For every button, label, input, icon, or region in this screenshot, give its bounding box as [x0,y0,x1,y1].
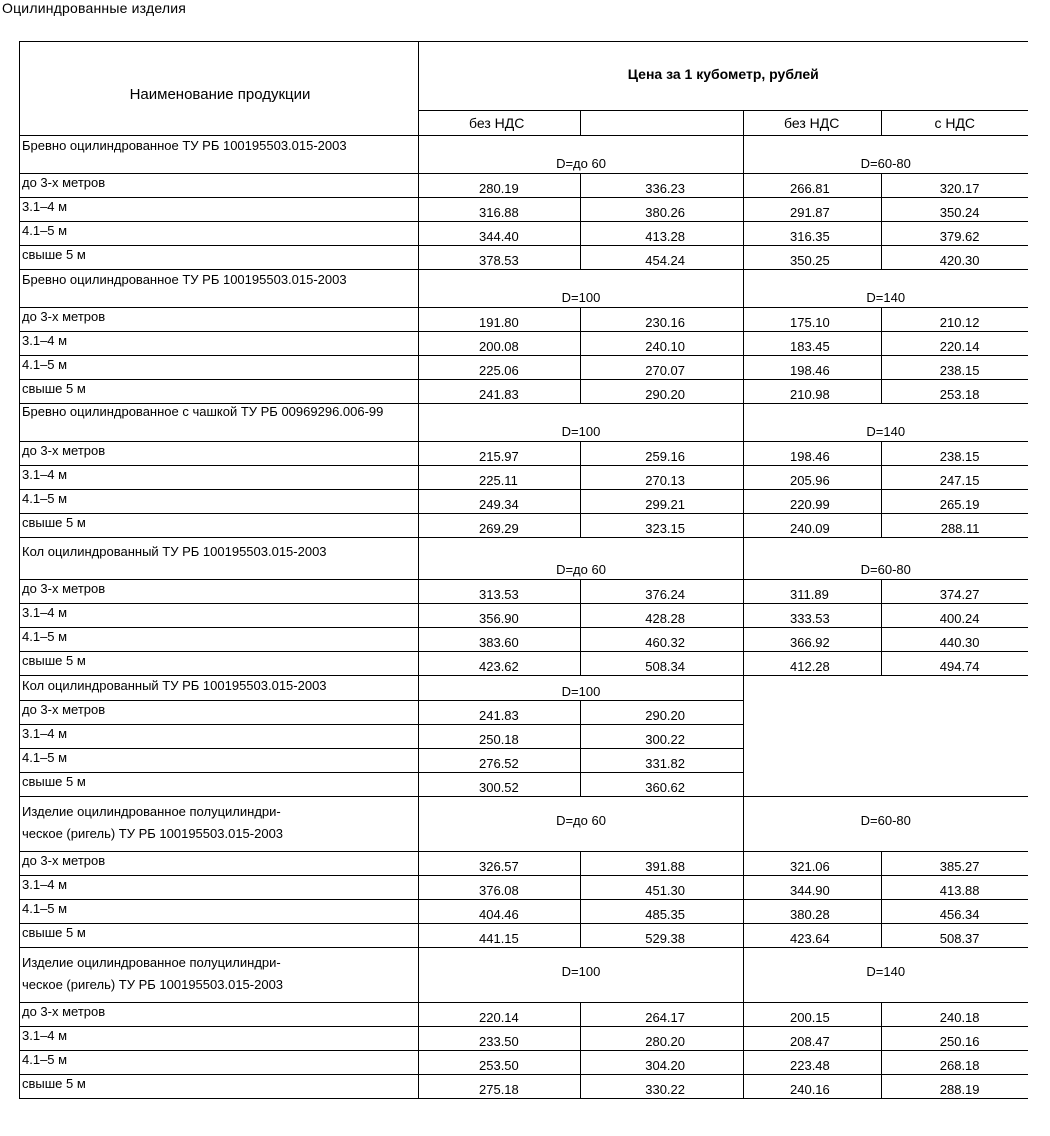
price-cell: 360.62 [581,773,744,797]
row-name: до 3-х метров [20,308,419,332]
price-cell: 350.25 [744,246,882,270]
row-name: до 3-х метров [20,580,419,604]
price-cell: 240.10 [581,332,744,356]
price-cell: 376.08 [419,876,581,900]
subheader-cell: без НДС [744,111,882,136]
table-row [20,332,1028,356]
price-cell: 420.30 [882,246,1028,270]
group-header-row [20,797,1028,852]
price-cell: 288.19 [882,1075,1028,1099]
price-cell: 198.46 [744,442,882,466]
document-title: Оцилиндрованные изделия [2,0,187,16]
price-cell: 485.35 [581,900,744,924]
price-cell: 275.18 [419,1075,581,1099]
group-header-row [20,948,1028,1003]
price-cell: 225.06 [419,356,581,380]
table-row [20,876,1028,900]
price-cell: 380.28 [744,900,882,924]
table-row [20,466,1028,490]
row-name: 4.1–5 м [20,490,419,514]
price-cell: 265.19 [882,490,1028,514]
price-cell: 210.12 [882,308,1028,332]
price-cell: 413.28 [581,222,744,246]
price-cell: 250.16 [882,1027,1028,1051]
row-name: 4.1–5 м [20,628,419,652]
price-cell: 238.15 [882,356,1028,380]
group-title: Бревно оцилиндрованное ТУ РБ 100195503.015-2003 [20,136,419,174]
price-cell: 291.87 [744,198,882,222]
row-name: 3.1–4 м [20,876,419,900]
row-name: 4.1–5 м [20,1051,419,1075]
subheader-cell: с НДС [882,111,1028,136]
price-cell: 428.28 [581,604,744,628]
group-title [20,797,419,852]
price-cell: 529.38 [581,924,744,948]
table-row [20,356,1028,380]
price-cell: 383.60 [419,628,581,652]
group-title: Бревно оцилиндрованное с чашкой ТУ РБ 00969296.006-99 [20,404,419,442]
price-cell: 240.09 [744,514,882,538]
price-cell: 320.17 [882,174,1028,198]
table-row [20,490,1028,514]
price-cell: 200.08 [419,332,581,356]
price-cell: 423.62 [419,652,581,676]
group-header-row [20,538,1028,580]
price-cell: 330.22 [581,1075,744,1099]
price-cell: 456.34 [882,900,1028,924]
price-cell: 316.88 [419,198,581,222]
row-name: 3.1–4 м [20,332,419,356]
price-cell: 326.57 [419,852,581,876]
price-cell: 230.16 [581,308,744,332]
table-row [20,198,1028,222]
row-name: свыше 5 м [20,773,419,797]
price-cell: 344.40 [419,222,581,246]
table-row [20,1051,1028,1075]
group-title-line: Изделие оцилиндрованное полуцилиндри- [22,955,281,970]
price-cell: 331.82 [581,749,744,773]
price-cell: 269.29 [419,514,581,538]
price-cell: 250.18 [419,725,581,749]
row-name: свыше 5 м [20,652,419,676]
group-title-line: ческое (ригель) ТУ РБ 100195503.015-2003 [22,826,284,841]
table-row [20,442,1028,466]
group-header-row [20,270,1028,308]
table-row [20,852,1028,876]
price-cell: 220.14 [882,332,1028,356]
price-table [19,41,1028,1099]
row-name: до 3-х метров [20,1003,419,1027]
table-row [20,628,1028,652]
table-row [20,1027,1028,1051]
diameter-label: D=60-80 [744,538,1028,580]
price-cell: 299.21 [581,490,744,514]
price-cell: 344.90 [744,876,882,900]
price-cell: 233.50 [419,1027,581,1051]
diameter-label: D=140 [744,948,1028,1003]
price-cell: 280.20 [581,1027,744,1051]
row-name: свыше 5 м [20,1075,419,1099]
price-cell: 264.17 [581,1003,744,1027]
product-name-header: Наименование продукции [20,42,419,136]
price-cell: 454.24 [581,246,744,270]
price-cell: 175.10 [744,308,882,332]
price-cell: 366.92 [744,628,882,652]
group-header-row [20,676,1028,701]
row-name: 4.1–5 м [20,356,419,380]
price-cell: 290.20 [581,380,744,404]
group-title: Бревно оцилиндрованное ТУ РБ 100195503.015-2003 [20,270,419,308]
table-row [20,308,1028,332]
diameter-label: D=до 60 [419,797,744,852]
price-cell: 266.81 [744,174,882,198]
group-title: Кол оцилиндрованный ТУ РБ 100195503.015-2003 [20,676,419,701]
row-name: свыше 5 м [20,380,419,404]
group-header-row [20,136,1028,174]
diameter-label: D=100 [419,676,744,701]
price-cell: 241.83 [419,701,581,725]
diameter-label: D=до 60 [419,136,744,174]
price-cell: 259.16 [581,442,744,466]
row-name: 3.1–4 м [20,466,419,490]
price-cell: 223.48 [744,1051,882,1075]
price-cell: 323.15 [581,514,744,538]
diameter-label: D=140 [744,270,1028,308]
price-cell: 290.20 [581,701,744,725]
price-cell: 220.99 [744,490,882,514]
diameter-label: D=140 [744,404,1028,442]
price-cell: 300.52 [419,773,581,797]
price-cell: 241.83 [419,380,581,404]
row-name: свыше 5 м [20,246,419,270]
row-name: 3.1–4 м [20,604,419,628]
group-title [20,948,419,1003]
price-cell: 378.53 [419,246,581,270]
price-cell: 268.18 [882,1051,1028,1075]
price-cell: 270.07 [581,356,744,380]
group-title: Кол оцилиндрованный ТУ РБ 100195503.015-2003 [20,538,419,580]
price-cell: 210.98 [744,380,882,404]
row-name: 4.1–5 м [20,900,419,924]
price-cell: 205.96 [744,466,882,490]
subheader-cell [581,111,744,136]
price-cell: 404.46 [419,900,581,924]
diameter-label: D=100 [419,404,744,442]
table-row [20,1075,1028,1099]
row-name: 4.1–5 м [20,749,419,773]
table-row [20,1003,1028,1027]
header-row [20,42,1028,111]
price-cell: 300.22 [581,725,744,749]
price-cell: 270.13 [581,466,744,490]
price-cell: 198.46 [744,356,882,380]
price-cell: 400.24 [882,604,1028,628]
table-row [20,900,1028,924]
empty-block [744,676,1028,797]
price-cell: 304.20 [581,1051,744,1075]
price-cell: 200.15 [744,1003,882,1027]
price-cell: 321.06 [744,852,882,876]
price-cell: 183.45 [744,332,882,356]
price-cell: 376.24 [581,580,744,604]
table-row [20,514,1028,538]
table-row [20,580,1028,604]
row-name: свыше 5 м [20,924,419,948]
price-cell: 249.34 [419,490,581,514]
price-cell: 253.18 [882,380,1028,404]
row-name: 3.1–4 м [20,725,419,749]
price-cell: 253.50 [419,1051,581,1075]
subheader-cell: без НДС [419,111,581,136]
table-row [20,174,1028,198]
price-cell: 336.23 [581,174,744,198]
table-row [20,380,1028,404]
price-cell: 240.18 [882,1003,1028,1027]
row-name: до 3-х метров [20,852,419,876]
diameter-label: D=60-80 [744,797,1028,852]
row-name: до 3-х метров [20,442,419,466]
price-cell: 413.88 [882,876,1028,900]
row-name: до 3-х метров [20,174,419,198]
price-cell: 380.26 [581,198,744,222]
price-cell: 311.89 [744,580,882,604]
price-cell: 391.88 [581,852,744,876]
price-cell: 280.19 [419,174,581,198]
price-cell: 423.64 [744,924,882,948]
price-cell: 288.11 [882,514,1028,538]
price-cell: 440.30 [882,628,1028,652]
table-row [20,924,1028,948]
price-cell: 313.53 [419,580,581,604]
price-cell: 451.30 [581,876,744,900]
price-cell: 379.62 [882,222,1028,246]
group-title-line: ческое (ригель) ТУ РБ 100195503.015-2003 [22,977,284,992]
price-cell: 316.35 [744,222,882,246]
price-cell: 508.34 [581,652,744,676]
diameter-label: D=до 60 [419,538,744,580]
price-cell: 215.97 [419,442,581,466]
row-name: 3.1–4 м [20,1027,419,1051]
price-cell: 208.47 [744,1027,882,1051]
price-cell: 441.15 [419,924,581,948]
price-cell: 191.80 [419,308,581,332]
price-cell: 333.53 [744,604,882,628]
group-title-line: Изделие оцилиндрованное полуцилиндри- [22,804,281,819]
price-cell: 460.32 [581,628,744,652]
price-cell: 238.15 [882,442,1028,466]
price-cell: 494.74 [882,652,1028,676]
row-name: свыше 5 м [20,514,419,538]
row-name: 3.1–4 м [20,198,419,222]
group-header-row [20,404,1028,442]
price-cell: 350.24 [882,198,1028,222]
price-cell: 356.90 [419,604,581,628]
price-cell: 276.52 [419,749,581,773]
price-cell: 220.14 [419,1003,581,1027]
price-cell: 247.15 [882,466,1028,490]
table-row [20,222,1028,246]
price-cell: 508.37 [882,924,1028,948]
row-name: 4.1–5 м [20,222,419,246]
price-cell: 225.11 [419,466,581,490]
price-cell: 374.27 [882,580,1028,604]
diameter-label: D=100 [419,948,744,1003]
price-header: Цена за 1 кубометр, рублей [419,42,1028,111]
table-row [20,652,1028,676]
row-name: до 3-х метров [20,701,419,725]
price-cell: 240.16 [744,1075,882,1099]
price-cell: 385.27 [882,852,1028,876]
table-row [20,604,1028,628]
table-row [20,246,1028,270]
price-cell: 412.28 [744,652,882,676]
diameter-label: D=100 [419,270,744,308]
diameter-label: D=60-80 [744,136,1028,174]
